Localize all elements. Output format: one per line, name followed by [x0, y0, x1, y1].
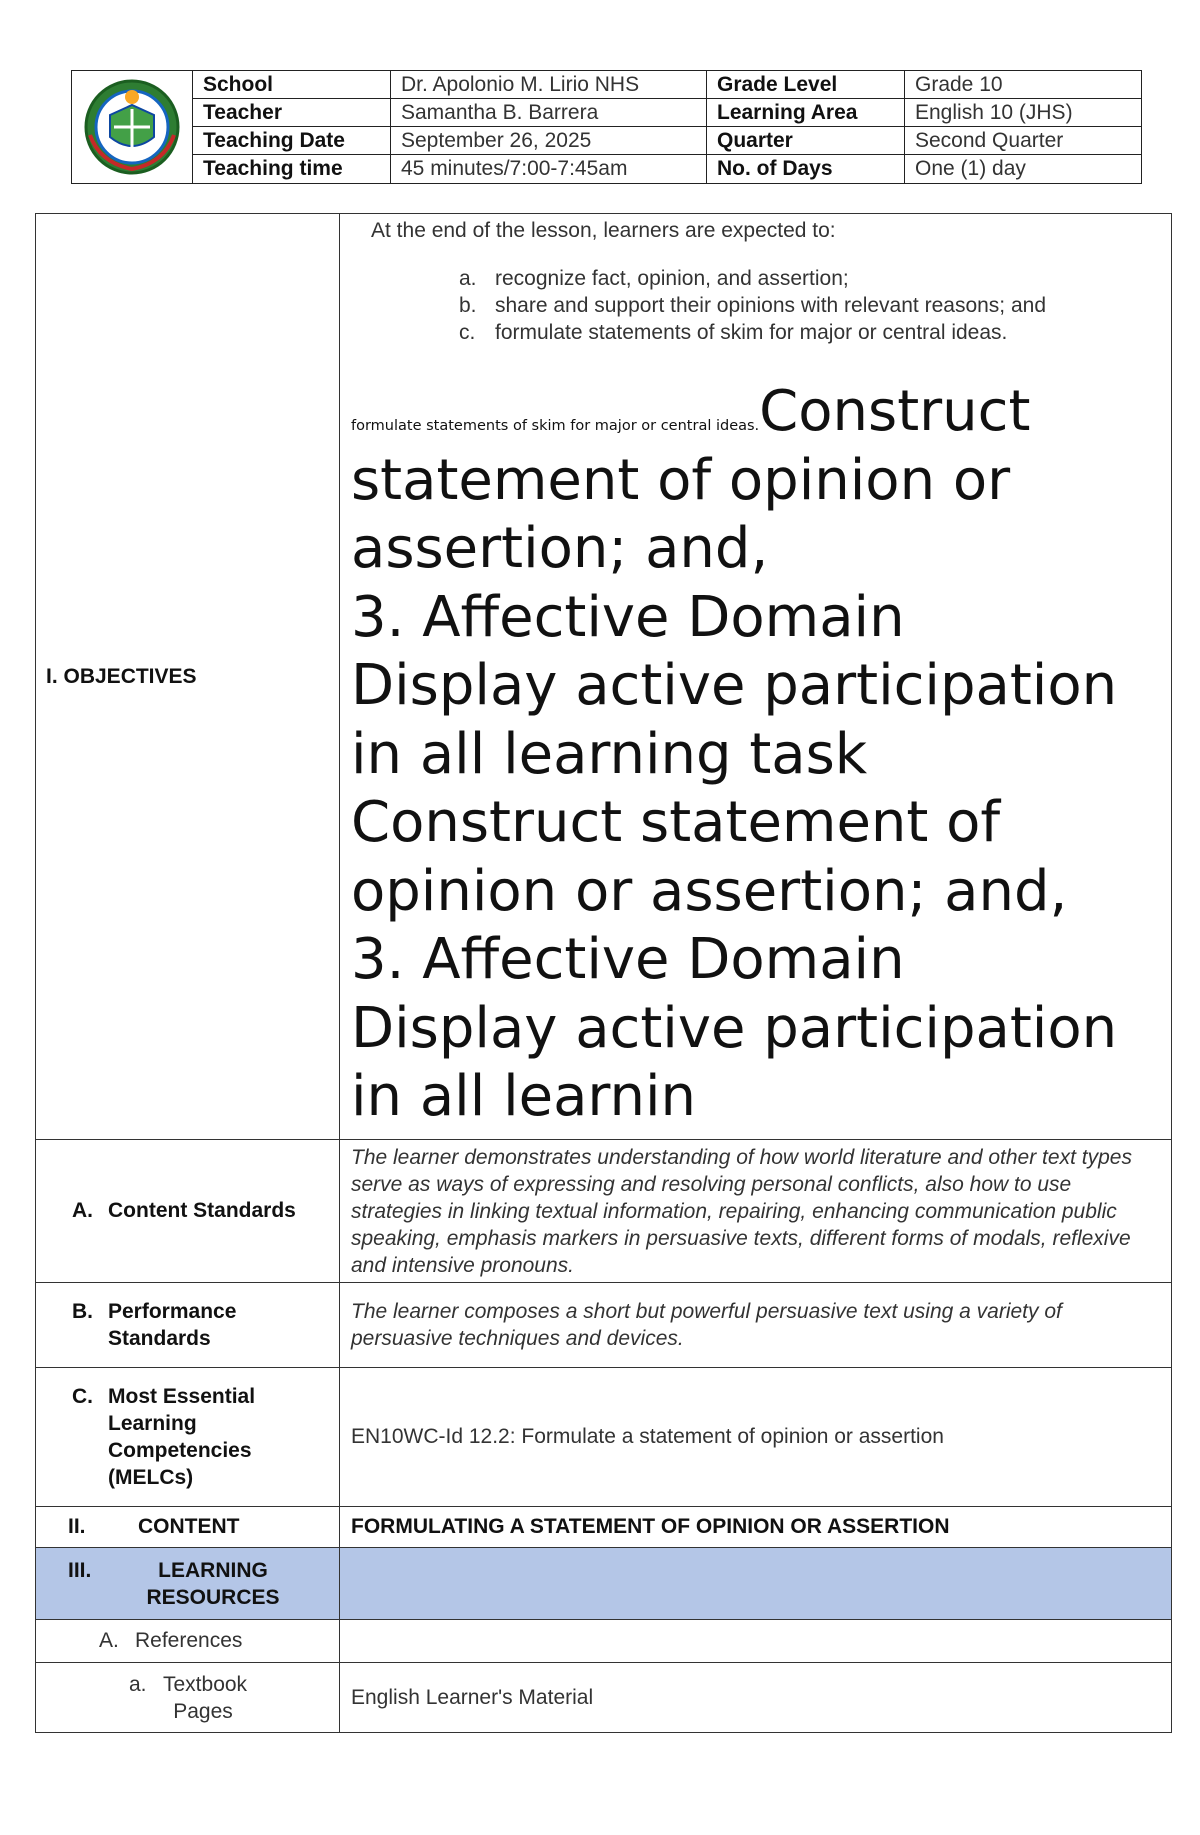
- textbook-label-cell: a. Textbook Pages: [36, 1663, 340, 1733]
- school-value: Dr. Apolonio M. Lirio NHS: [391, 71, 707, 99]
- large-text: Construct statement of opinion or assertion; and, 3. Affective Domain Display active participation in all learning task Construct statement of opinion or assertion; and, 3. Affective Domain Display active participation in all learnin: [351, 379, 1118, 1129]
- content-standards-label: Content Standards: [108, 1199, 296, 1222]
- objectives-content-cell: [340, 214, 1172, 1140]
- learning-resources-label: LEARNING RESOURCES: [146, 1558, 280, 1609]
- content-title: FORMULATING A STATEMENT OF OPINION OR ASSERTION: [351, 1515, 950, 1538]
- melcs-label: Most Essential Learning Competencies (MELCs): [108, 1385, 256, 1489]
- list-item: a. recognize fact, opinion, and assertion;: [459, 267, 849, 290]
- melcs-row: [36, 1368, 1172, 1507]
- references-label-cell: A. References: [36, 1620, 340, 1663]
- objectives-label-cell: [36, 214, 340, 1140]
- performance-standards-label-cell: B. Performance Standards: [36, 1283, 340, 1368]
- teaching-date-value: September 26, 2025: [391, 127, 707, 155]
- melcs-cell: [340, 1368, 1172, 1507]
- teaching-time-value: 45 minutes/7:00-7:45am: [391, 155, 707, 183]
- objectives-intro: At the end of the lesson, learners are expected to:: [371, 219, 836, 242]
- teaching-date-label: Teaching Date: [193, 127, 391, 155]
- content-label: CONTENT: [138, 1515, 240, 1538]
- list-item: b. share and support their opinions with relevant reasons; and: [459, 294, 1047, 317]
- content-standards-text: The learner demonstrates understanding of how world literature and other text types serve as ways of expressing and resolving personal conflicts, also how to use strategies in linking textual information, repairing, enhancing communication public speaking, emphasis markers in persuasive texts, different forms of modals, reflexive and intensive pronouns.: [351, 1145, 1132, 1277]
- objectives-pasted-text: [351, 378, 1170, 1132]
- content-standards-label-cell: A. Content Standards: [36, 1140, 340, 1283]
- performance-standards-cell: [340, 1283, 1172, 1368]
- textbook-row: [36, 1663, 1172, 1733]
- quarter-value: Second Quarter: [905, 127, 1141, 155]
- textbook-text: English Learner's Material: [351, 1685, 594, 1709]
- teacher-value: Samantha B. Barrera: [391, 99, 707, 127]
- teacher-label: Teacher: [193, 99, 391, 127]
- content-standards-cell: [340, 1140, 1172, 1283]
- performance-standards-text: The learner composes a short but powerful persuasive text using a variety of persuasive techniques and devices.: [351, 1300, 1062, 1350]
- school-label: School: [193, 71, 391, 99]
- school-logo: [72, 71, 193, 183]
- content-label-cell: II. CONTENT: [36, 1507, 340, 1548]
- objectives-row: [36, 214, 1172, 1140]
- references-label: References: [135, 1629, 243, 1652]
- content-cell: [340, 1507, 1172, 1548]
- grade-level-label: Grade Level: [707, 71, 905, 99]
- school-seal-icon: [80, 75, 184, 179]
- grade-level-value: Grade 10: [905, 71, 1141, 99]
- lesson-plan-table: [35, 213, 1172, 1733]
- references-cell: [340, 1620, 1172, 1663]
- teaching-time-label: Teaching time: [193, 155, 391, 183]
- melcs-text: EN10WC-Id 12.2: Formulate a statement of opinion or assertion: [351, 1425, 944, 1448]
- list-item: c. formulate statements of skim for major or central ideas.: [459, 321, 1008, 344]
- days-value: One (1) day: [915, 157, 1026, 180]
- days-label: No. of Days: [707, 155, 905, 183]
- melcs-label-cell: C. Most Essential Learning Competencies (MELCs): [36, 1368, 340, 1507]
- quarter-label: Quarter: [707, 127, 905, 155]
- content-standards-row: [36, 1140, 1172, 1283]
- objectives-list: [341, 265, 1170, 346]
- learning-resources-cell: [340, 1548, 1172, 1620]
- performance-standards-label: Performance Standards: [108, 1300, 237, 1350]
- header-table: [71, 70, 1142, 184]
- learning-resources-label-cell: III. LEARNING RESOURCES: [36, 1548, 340, 1620]
- content-row: [36, 1507, 1172, 1548]
- objectives-label: I. OBJECTIVES: [46, 664, 197, 688]
- learning-resources-row: [36, 1548, 1172, 1620]
- small-text: formulate statements of skim for major or central ideas.: [351, 418, 760, 434]
- learning-area-label: Learning Area: [707, 99, 905, 127]
- textbook-cell: [340, 1663, 1172, 1733]
- performance-standards-row: [36, 1283, 1172, 1368]
- learning-area-value: English 10 (JHS): [905, 99, 1141, 127]
- textbook-label: Textbook Pages: [163, 1672, 248, 1723]
- references-row: [36, 1620, 1172, 1663]
